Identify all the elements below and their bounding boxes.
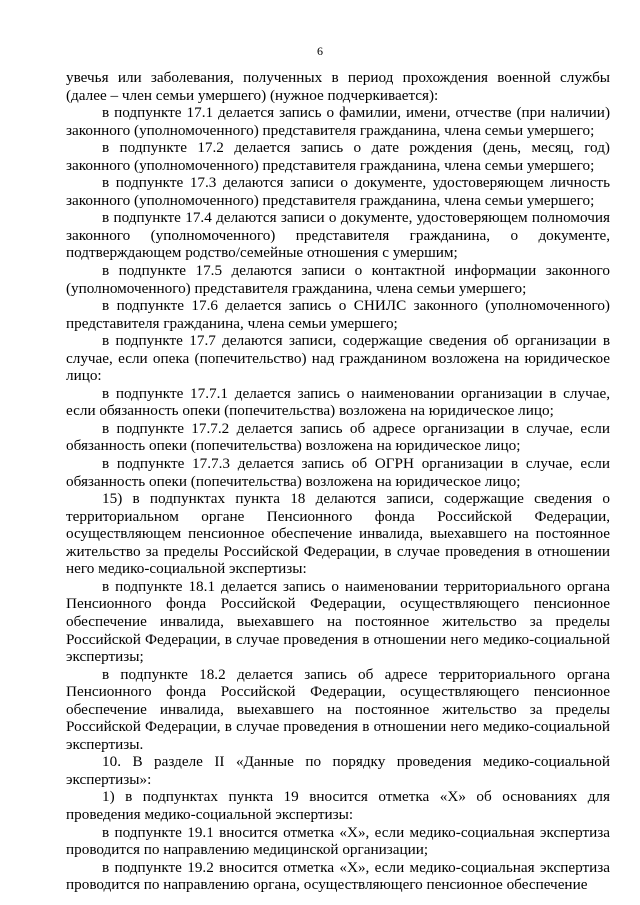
paragraph-17-3: в подпункте 17.3 делаются записи о документе, удостоверяющем личность законного (уполномоченного) представителя гражданина, члена семьи умершего; [66,174,610,209]
paragraph-17-2: в подпункте 17.2 делается запись о дате рождения (день, месяц, год) законного (уполномоченного) представителя гражданина, члена семьи умершего; [66,139,610,174]
paragraph-item-1-point-19: 1) в подпунктах пункта 19 вносится отметка «Х» об основаниях для проведения медико-социальной экспертизы: [66,788,610,823]
document-body [66,69,610,894]
paragraph-17-7-2: в подпункте 17.7.2 делается запись об адресе организации в случае, если обязанность опеки (попечительства) возложена на юридическое лицо; [66,419,610,455]
paragraph-continuation: увечья или заболевания, полученных в период прохождения военной службы (далее – член семьи умершего) (нужное подчеркивается): [66,69,610,104]
paragraph-19-1: в подпункте 19.1 вносится отметка «Х», если медико-социальная экспертиза проводится по направлению медицинской организации; [66,823,610,859]
paragraph-17-7: в подпункте 17.7 делаются записи, содержащие сведения об организации в случае, если опека (попечительство) над гражданином возложена на юридическое лицо: [66,332,610,385]
paragraph-17-5: в подпункте 17.5 делаются записи о контактной информации законного (уполномоченного) представителя гражданина, члена семьи умершего; [66,262,610,297]
paragraph-section-10: 10. В разделе II «Данные по порядку проведения медико-социальной экспертизы»: [66,753,610,788]
paragraph-19-2: в подпункте 19.2 вносится отметка «Х», если медико-социальная экспертиза проводится по направлению органа, осуществляющего пенсионное обеспечение [66,858,610,894]
page-number: 6 [317,44,323,58]
paragraph-17-7-3: в подпункте 17.7.3 делается запись об ОГРН организации в случае, если обязанность опеки (попечительства) возложена на юридическое лицо; [66,455,610,490]
paragraph-17-6: в подпункте 17.6 делается запись о СНИЛС законного (уполномоченного) представителя гражданина, члена семьи умершего; [66,297,610,332]
paragraph-17-7-1: в подпункте 17.7.1 делается запись о наименовании организации в случае, если обязанность опеки (попечительства) возложена на юридическое лицо; [66,384,610,420]
paragraph-18-2: в подпункте 18.2 делается запись об адресе территориального органа Пенсионного фонда Российской Федерации, осуществляющего пенсионное обеспечение инвалида, выехавшего на постоянное жительство за пределы Российской Федерации, в случае проведения в отношении него медико-социальной экспертизы. [66,665,610,753]
paragraph-17-4: в подпункте 17.4 делаются записи о документе, удостоверяющем полномочия законного (уполномоченного) представителя гражданина, о документе, подтверждающем родство/семейные отношения с умершим; [66,209,610,262]
paragraph-18-1: в подпункте 18.1 делается запись о наименовании территориального органа Пенсионного фонда Российской Федерации, осуществляющего пенсионное обеспечение инвалида, выехавшего на постоянное жительство за пределы Российской Федерации, в случае проведения в отношении него медико-социальной экспертизы; [66,577,610,666]
paragraph-item-15: 15) в подпунктах пункта 18 делаются записи, содержащие сведения о территориальном органе Пенсионного фонда Российской Федерации, осуществляющем пенсионное обеспечение инвалида, выехавшего на постоянное жительство за пределы Российской Федерации, в случае проведения в отношении него медико-социальной экспертизы: [66,490,610,578]
paragraph-17-1: в подпункте 17.1 делается запись о фамилии, имени, отчестве (при наличии) законного (уполномоченного) представителя гражданина, члена семьи умершего; [66,104,610,139]
